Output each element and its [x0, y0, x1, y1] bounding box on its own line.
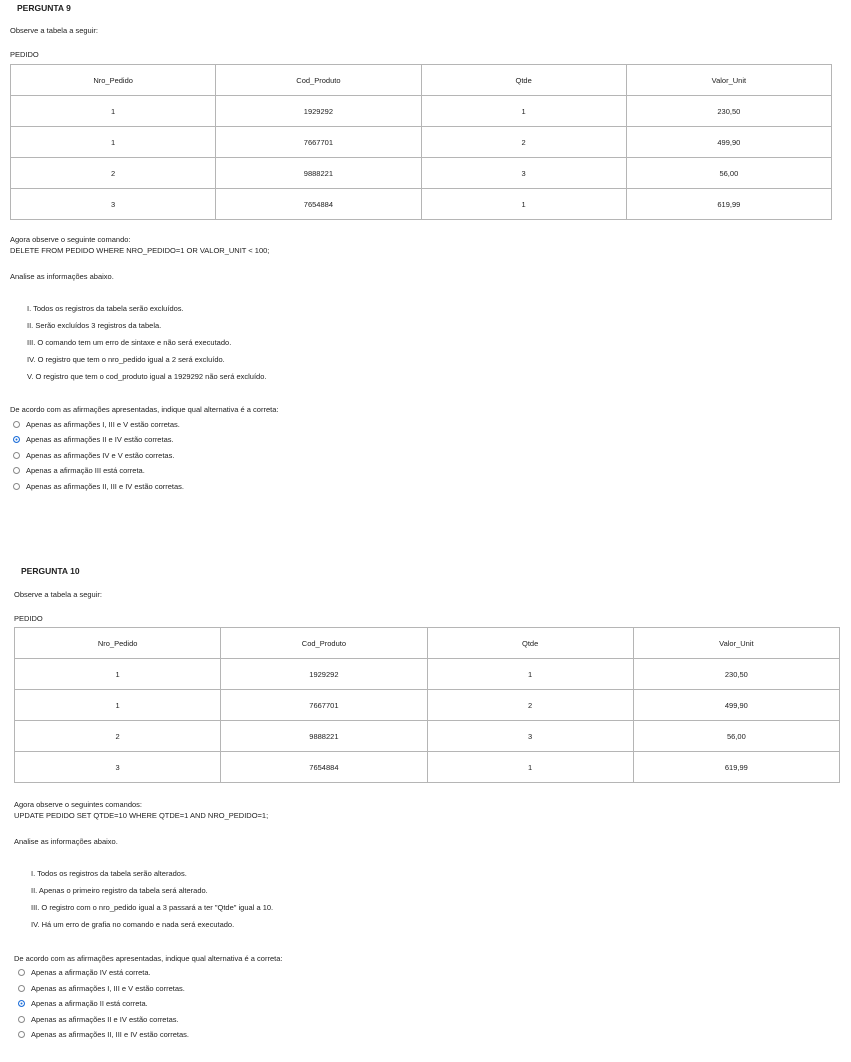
answer-option[interactable]	[13, 417, 180, 431]
table-row	[15, 721, 840, 752]
table-cell: 1	[15, 690, 221, 721]
option-label: Apenas as afirmações IV e V estão corretas.	[26, 450, 175, 460]
table-cell: 7654884	[216, 189, 421, 220]
option-label: Apenas as afirmações I, III e V estão corretas.	[31, 983, 185, 993]
table-row	[11, 158, 832, 189]
table-cell: 1	[421, 96, 626, 127]
column-header: Cod_Produto	[221, 628, 427, 659]
pedido-table	[14, 627, 840, 783]
sql-command: UPDATE PEDIDO SET QTDE=10 WHERE QTDE=1 AND NRO_PEDIDO=1;	[14, 811, 269, 820]
question-intro: Observe a tabela a seguir:	[10, 26, 98, 35]
statement: III. O registro com o nro_pedido igual a 3 passará a ter "Qtde" igual a 10.	[31, 903, 274, 912]
table-cell: 499,90	[633, 690, 839, 721]
column-header: Nro_Pedido	[15, 628, 221, 659]
column-header: Valor_Unit	[633, 628, 839, 659]
table-cell: 1929292	[216, 96, 421, 127]
answer-option-selected[interactable]	[18, 996, 148, 1010]
column-header: Nro_Pedido	[11, 65, 216, 96]
radio-button[interactable]	[13, 421, 20, 428]
option-label: Apenas as afirmações II, III e IV estão corretas.	[31, 1029, 189, 1039]
table-cell: 7654884	[221, 752, 427, 783]
answer-option[interactable]	[18, 1012, 179, 1026]
radio-button[interactable]	[18, 985, 25, 992]
statement: I. Todos os registros da tabela serão alterados.	[31, 869, 187, 878]
table-row	[11, 189, 832, 220]
column-header: Cod_Produto	[216, 65, 421, 96]
statement: I. Todos os registros da tabela serão excluídos.	[27, 304, 184, 313]
radio-button[interactable]	[13, 467, 20, 474]
radio-button[interactable]	[13, 483, 20, 490]
option-label: Apenas a afirmação III está correta.	[26, 465, 145, 475]
statement: II. Serão excluídos 3 registros da tabela.	[27, 321, 162, 330]
table-cell: 1	[11, 96, 216, 127]
table-cell: 2	[427, 690, 633, 721]
table-cell: 56,00	[626, 158, 831, 189]
answer-option[interactable]	[13, 448, 174, 462]
table-cell: 9888221	[216, 158, 421, 189]
table-cell: 230,50	[633, 659, 839, 690]
table-row	[15, 659, 840, 690]
statement: V. O registro que tem o cod_produto igual a 1929292 não será excluído.	[27, 372, 267, 381]
radio-button-checked[interactable]	[13, 436, 20, 443]
radio-button[interactable]	[18, 1016, 25, 1023]
analyse-text: Analise as informações abaixo.	[10, 272, 114, 281]
answer-prompt: De acordo com as afirmações apresentadas, indique qual alternativa é a correta:	[14, 954, 283, 963]
table-row	[15, 690, 840, 721]
answer-option-selected[interactable]	[13, 432, 174, 446]
table-cell: 3	[427, 721, 633, 752]
option-label: Apenas as afirmações II e IV estão corretas.	[26, 434, 174, 444]
table-name: PEDIDO	[14, 614, 43, 623]
answer-option[interactable]	[18, 981, 185, 995]
option-label: Apenas as afirmações I, III e V estão corretas.	[26, 419, 180, 429]
option-label: Apenas a afirmação IV está correta.	[31, 967, 151, 977]
table-cell: 1	[427, 752, 633, 783]
table-cell: 7667701	[221, 690, 427, 721]
table-cell: 619,99	[626, 189, 831, 220]
table-cell: 2	[15, 721, 221, 752]
command-intro: Agora observe o seguintes comandos:	[14, 800, 142, 809]
table-cell: 1929292	[221, 659, 427, 690]
option-label: Apenas as afirmações II e IV estão corretas.	[31, 1014, 179, 1024]
table-cell: 499,90	[626, 127, 831, 158]
option-label: Apenas a afirmação II está correta.	[31, 998, 148, 1008]
option-label: Apenas as afirmações II, III e IV estão corretas.	[26, 481, 184, 491]
answer-option[interactable]	[13, 463, 145, 477]
table-cell: 3	[421, 158, 626, 189]
column-header: Qtde	[421, 65, 626, 96]
table-cell: 1	[421, 189, 626, 220]
table-cell: 619,99	[633, 752, 839, 783]
table-row	[15, 752, 840, 783]
command-intro: Agora observe o seguinte comando:	[10, 235, 131, 244]
statement: IV. O registro que tem o nro_pedido igual a 2 será excluído.	[27, 355, 225, 364]
question-title: PERGUNTA 10	[21, 566, 80, 576]
table-row	[11, 127, 832, 158]
table-cell: 230,50	[626, 96, 831, 127]
table-cell: 2	[11, 158, 216, 189]
answer-option[interactable]	[18, 1027, 189, 1041]
column-header: Qtde	[427, 628, 633, 659]
table-cell: 1	[15, 659, 221, 690]
statement: III. O comando tem um erro de sintaxe e não será executado.	[27, 338, 232, 347]
table-cell: 9888221	[221, 721, 427, 752]
statement: IV. Há um erro de grafia no comando e nada será executado.	[31, 920, 235, 929]
table-cell: 1	[11, 127, 216, 158]
table-row	[11, 96, 832, 127]
statement: II. Apenas o primeiro registro da tabela será alterado.	[31, 886, 208, 895]
table-cell: 2	[421, 127, 626, 158]
radio-button[interactable]	[18, 969, 25, 976]
table-name: PEDIDO	[10, 50, 39, 59]
answer-option[interactable]	[13, 479, 184, 493]
question-intro: Observe a tabela a seguir:	[14, 590, 102, 599]
pedido-table	[10, 64, 832, 220]
radio-button[interactable]	[18, 1031, 25, 1038]
radio-button-checked[interactable]	[18, 1000, 25, 1007]
table-cell: 1	[427, 659, 633, 690]
table-cell: 56,00	[633, 721, 839, 752]
table-header-row	[15, 628, 840, 659]
table-cell: 3	[11, 189, 216, 220]
answer-prompt: De acordo com as afirmações apresentadas, indique qual alternativa é a correta:	[10, 405, 279, 414]
question-title: PERGUNTA 9	[17, 3, 71, 13]
analyse-text: Analise as informações abaixo.	[14, 837, 118, 846]
table-header-row	[11, 65, 832, 96]
column-header: Valor_Unit	[626, 65, 831, 96]
table-cell: 3	[15, 752, 221, 783]
radio-button[interactable]	[13, 452, 20, 459]
answer-option[interactable]	[18, 965, 151, 979]
sql-command: DELETE FROM PEDIDO WHERE NRO_PEDIDO=1 OR VALOR_UNIT < 100;	[10, 246, 270, 255]
table-cell: 7667701	[216, 127, 421, 158]
